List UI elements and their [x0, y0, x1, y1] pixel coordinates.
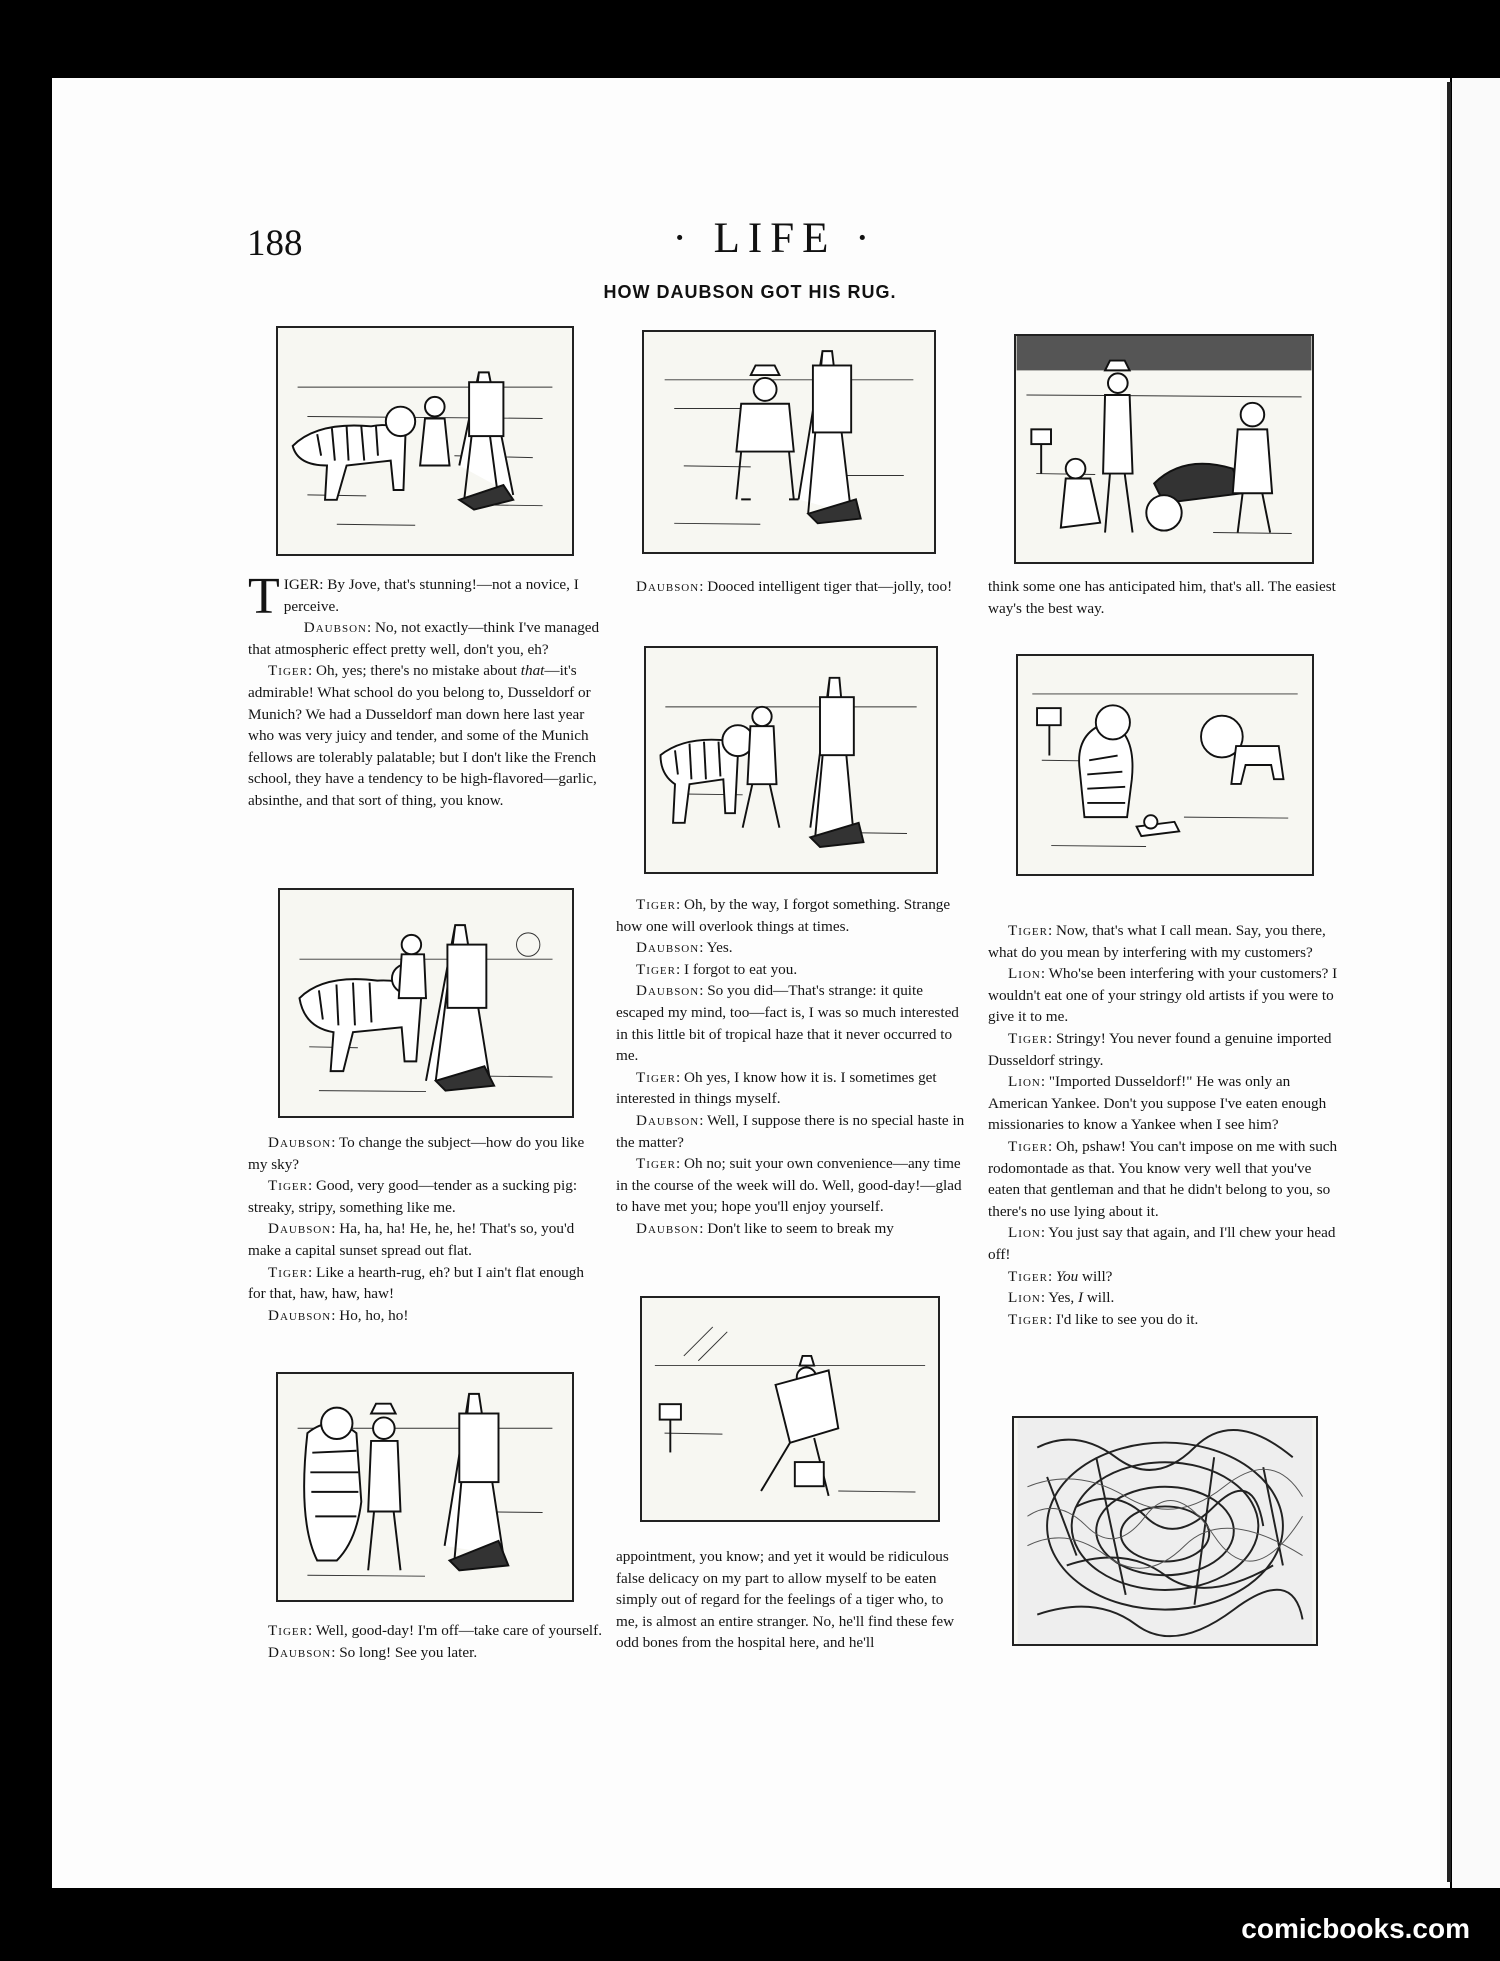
paragraph [988, 963, 1344, 1028]
paragraph [616, 576, 968, 598]
paragraph-text: : "Imported Dusseldorf!" He was only an American Yankee. Don't you suppose I've eaten enough missionaries to know a Yankee when I see him? [988, 1073, 1327, 1134]
column-2-text-b [616, 894, 968, 1240]
speaker-name: Daubson [268, 1643, 332, 1661]
paragraph-text: : Well, good-day! I'm off—take care of yourself. [307, 1622, 603, 1639]
paragraph [248, 1620, 602, 1642]
speaker-name: Tiger [1008, 1267, 1048, 1285]
paragraph-text: : No, not exactly—think I've managed that atmospheric effect pretty well, don't you, eh? [248, 619, 600, 658]
paragraph [248, 1262, 602, 1305]
paragraph-text: : Ha, ha, ha! He, he, he! That's so, you'd make a capital sunset spread out flat. [248, 1220, 575, 1259]
paragraph [248, 1305, 602, 1327]
paragraph [616, 980, 968, 1066]
speaker-name: Daubson [268, 1220, 332, 1238]
paragraph-text: will. [1083, 1289, 1115, 1307]
illustration-panel-7 [276, 1372, 574, 1602]
speaker-name: Daubson [636, 578, 700, 595]
paragraph-text: will? [1078, 1267, 1113, 1285]
column-2-text-a [616, 576, 968, 598]
speaker-name: Tiger [636, 960, 676, 978]
next-page-edge [1447, 82, 1451, 1882]
paragraph [248, 1218, 602, 1261]
paragraph-text: : You just say that again, and I'll chew your head off! [988, 1224, 1336, 1263]
speaker-name: Tiger [1008, 1310, 1048, 1328]
paragraph-text: : Oh yes, I know how it is. I sometimes get interested in things myself. [616, 1068, 937, 1108]
illustration-panel-6 [278, 888, 574, 1118]
speaker-name: Tiger [636, 1155, 676, 1173]
paragraph-text: : So you did—That's strange: it quite escaped my mind, too—fact is, I was so much interested in this little bit of tropical haze that it never occurred to me. [616, 982, 959, 1065]
speaker-name: Tiger [636, 896, 676, 913]
paragraph [988, 1222, 1344, 1265]
speaker-name: Lion [1008, 1289, 1041, 1307]
paragraph-text: : Well, I suppose there is no special haste in the matter? [616, 1111, 965, 1151]
column-2-text-c [616, 1546, 968, 1654]
illustration-panel-5 [1016, 654, 1314, 876]
paragraph-text: : I forgot to eat you. [675, 960, 798, 978]
paragraph-text: appointment, you know; and yet it would be ridiculous false delicacy on my part to allow myself to be eaten simply out of regard for the feelings of a tiger who, to me, is almost an entire stranger. No, he'll find these few odd bones from the hospital here, and he'll [616, 1548, 955, 1652]
paragraph-text: : Yes, [1040, 1289, 1078, 1307]
paragraph-text: : So long! See you later. [331, 1643, 478, 1661]
paragraph-text: : I'd like to see you do it. [1047, 1310, 1199, 1328]
paragraph [988, 920, 1344, 963]
paragraph [988, 1309, 1344, 1331]
illustration-panel-2 [642, 330, 936, 554]
paragraph [988, 576, 1344, 619]
speaker-name: Lion [1008, 1224, 1041, 1242]
speaker-name: Tiger [1008, 922, 1048, 939]
paragraph-text: : To change the subject—how do you like my sky? [248, 1134, 585, 1173]
paragraph-text: : Ho, ho, ho! [331, 1306, 409, 1324]
paragraph [616, 937, 968, 959]
paragraph [988, 1287, 1344, 1309]
speaker-name: Daubson [268, 1306, 332, 1324]
paragraph [988, 1136, 1344, 1222]
speaker-name: Tiger [636, 1068, 676, 1086]
paragraph [616, 1110, 968, 1153]
paragraph [248, 1132, 602, 1175]
illustration-panel-1 [276, 326, 574, 556]
speaker-name: Tiger [268, 1622, 308, 1639]
paragraph [988, 1028, 1344, 1071]
speaker-name: Daubson [268, 1134, 332, 1151]
paragraph-text: : Oh, pshaw! You can't impose on me with such rodomontade as that. You know very well that you've eaten that gentleman and that he didn't belong to you, so there's no use lying about it. [988, 1137, 1338, 1220]
watermark: comicbooks.com [1241, 1913, 1470, 1944]
speaker-name: Tiger [268, 1263, 308, 1281]
paragraph [248, 1175, 602, 1218]
speaker-name: Daubson [636, 1219, 700, 1237]
paragraph-text: : Dooced intelligent tiger that—jolly, too! [699, 578, 953, 595]
speaker-name: Lion [1008, 965, 1041, 983]
page-number: 188 [247, 223, 303, 264]
illustration-panel-8 [640, 1296, 940, 1522]
paragraph-text: : Like a hearth-rug, eh? but I ain't flat enough for that, haw, haw, haw! [248, 1263, 584, 1303]
paragraph [248, 568, 602, 625]
column-3-text-a [988, 576, 1344, 619]
paragraph-text: : [1047, 1267, 1056, 1285]
illustration-panel-3 [1014, 334, 1314, 564]
emphasis: I [1077, 1289, 1084, 1307]
speaker-name: Daubson [636, 939, 700, 957]
column-1-text-b [248, 1132, 602, 1326]
speaker-name: Daubson [636, 982, 700, 1000]
next-page-margin [1452, 78, 1500, 1888]
paragraph [616, 1218, 968, 1240]
emphasis: that [520, 662, 545, 680]
paragraph-text: IGER: By Jove, that's stunning!—not a novice, I perceive. [283, 576, 579, 615]
speaker-name: Tiger [268, 1177, 308, 1195]
paragraph-text: : Now, that's what I call mean. Say, you there, what do you mean by interfering with my customers? [988, 922, 1326, 961]
paragraph-text: think some one has anticipated him, that's all. The easiest way's the best way. [988, 578, 1336, 617]
paragraph-text: : Don't like to seem to break my [699, 1219, 894, 1237]
paragraph [988, 1266, 1344, 1288]
paragraph-text: : Oh, yes; there's no mistake about [307, 662, 521, 680]
column-1-text-a [248, 568, 602, 812]
article-title: HOW DAUBSON GOT HIS RUG. [603, 282, 897, 302]
speaker-name: Tiger [1008, 1029, 1048, 1047]
column-3-text-b [988, 920, 1344, 1330]
paragraph-text: : Who'se been interfering with your customers? I wouldn't eat one of your stringy old artists if you were to give it to me. [988, 965, 1338, 1026]
paragraph [988, 1071, 1344, 1136]
drop-cap: T [248, 568, 280, 625]
speaker-name: Lion [1008, 1073, 1041, 1091]
speaker-name: Daubson [636, 1111, 700, 1129]
paragraph [616, 894, 968, 937]
speaker-name: Tiger [268, 662, 308, 680]
paragraph-text: : Good, very good—tender as a sucking pig: streaky, stripy, something like me. [248, 1177, 578, 1216]
paragraph-text: —it's admirable! What school do you belong to, Dusseldorf or Munich? We had a Dusseldorf man down here last year who was very juicy and tender, and some of the Munich fellows are tolerably palatable; but I don't like the French school, they have a tendency to be high-flavored—garlic, absinthe, and that sort of thing, you know. [248, 662, 597, 809]
paragraph-text: : Oh, by the way, I forgot something. Strange how one will overlook things at times. [616, 896, 951, 935]
paragraph [616, 1067, 968, 1110]
paragraph-text: : Yes. [699, 939, 733, 957]
paragraph-text: : Stringy! You never found a genuine imported Dusseldorf stringy. [988, 1029, 1332, 1069]
emphasis: You [1055, 1267, 1079, 1285]
paragraph [616, 959, 968, 981]
paragraph [248, 660, 602, 811]
paragraph [616, 1153, 968, 1218]
paragraph-text: : Oh no; suit your own convenience—any time in the course of the week will do. Well, good-day!—glad to have met you; hope you'll enjoy yourself. [616, 1155, 962, 1216]
masthead: · LIFE · [672, 215, 878, 262]
column-1-text-c [248, 1620, 602, 1663]
paragraph [616, 1546, 968, 1654]
speaker-name: Daubson [303, 619, 367, 637]
paragraph [248, 1642, 602, 1664]
speaker-name: Tiger [1008, 1137, 1048, 1155]
illustration-panel-4 [644, 646, 938, 874]
paragraph [248, 617, 602, 660]
illustration-panel-9 [1012, 1416, 1318, 1646]
